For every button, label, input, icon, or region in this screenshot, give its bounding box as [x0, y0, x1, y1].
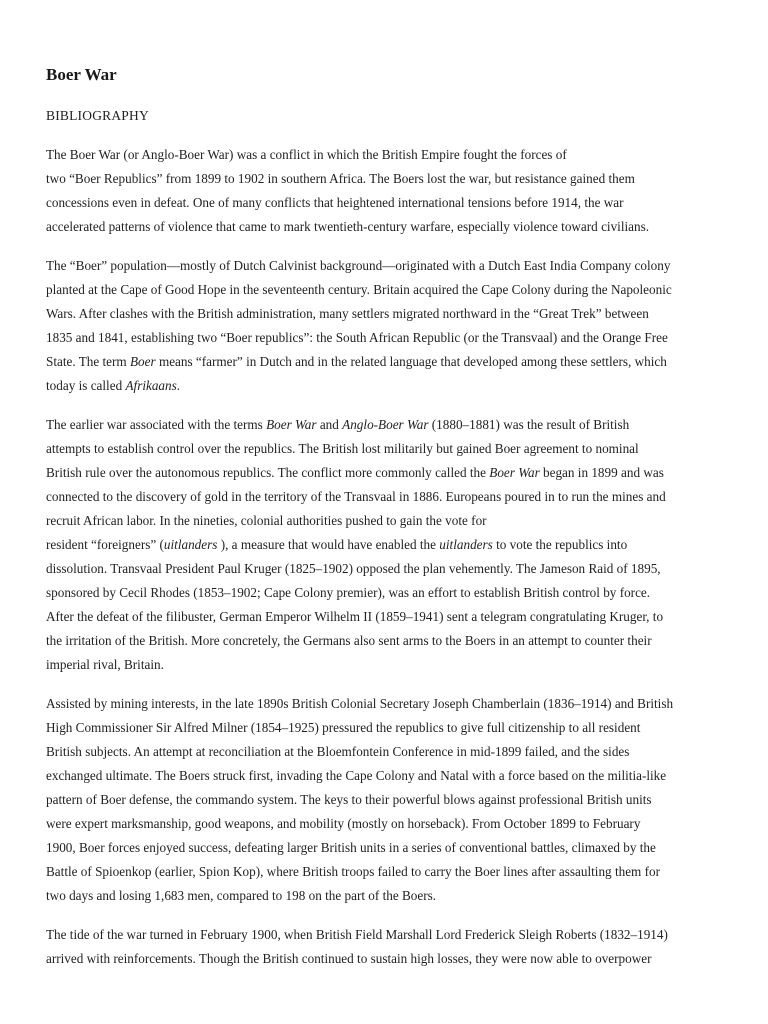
paragraph-line: [46, 437, 736, 461]
paragraph-line: [46, 509, 736, 533]
paragraph-3: [46, 413, 736, 677]
text-run: The Boer War (or Anglo-Boer War) was a conflict in which the British Empire fought the forces of: [46, 147, 567, 162]
text-run: to vote the republics into: [492, 537, 628, 552]
paragraph-line: [46, 191, 736, 215]
paragraph-line: [46, 485, 736, 509]
paragraph-1: [46, 143, 736, 239]
paragraph-line: [46, 629, 736, 653]
paragraph-line: [46, 326, 736, 350]
text-run: pattern of Boer defense, the commando system. The keys to their powerful blows against professional British units: [46, 792, 652, 807]
italic-term: Afrikaans: [125, 378, 177, 393]
text-run: High Commissioner Sir Alfred Milner (1854–1925) pressured the republics to give full citizenship to all resident: [46, 720, 641, 735]
paragraph-line: [46, 692, 736, 716]
paragraph-line: [46, 788, 736, 812]
text-run: 1835 and 1841, establishing two “Boer republics”: the South African Republic (or the Transvaal) and the Orange Free: [46, 330, 668, 345]
italic-term: Boer War: [489, 465, 540, 480]
paragraph-line: [46, 215, 736, 239]
text-run: dissolution. Transvaal President Paul Kruger (1825–1902) opposed the plan vehemently. The Jameson Raid of 1895,: [46, 561, 661, 576]
text-run: Assisted by mining interests, in the late 1890s British Colonial Secretary Joseph Chamberlain (1836–1914) and British: [46, 696, 674, 711]
paragraph-line: [46, 764, 736, 788]
text-run: concessions even in defeat. One of many conflicts that heightened international tensions before 1914, the war: [46, 195, 624, 210]
paragraph-line: [46, 740, 736, 764]
paragraph-line: [46, 605, 736, 629]
text-run: means “farmer” in Dutch and in the related language that developed among these settlers, which: [155, 354, 667, 369]
paragraph-line: [46, 302, 736, 326]
paragraph-4: [46, 692, 736, 908]
text-run: began in 1899 and was: [539, 465, 664, 480]
paragraph-line: [46, 812, 736, 836]
italic-term: Boer: [130, 354, 156, 369]
text-run: attempts to establish control over the republics. The British lost militarily but gained Boer agreement to nominal: [46, 441, 639, 456]
text-run: two “Boer Republics” from 1899 to 1902 in southern Africa. The Boers lost the war, but resistance gained them: [46, 171, 635, 186]
paragraph-line: [46, 254, 736, 278]
paragraph-2: [46, 254, 736, 398]
text-run: planted at the Cape of Good Hope in the seventeenth century. Britain acquired the Cape Colony during the Napoleonic: [46, 282, 672, 297]
paragraph-5: [46, 923, 736, 971]
text-run: connected to the discovery of gold in the territory of the Transvaal in 1886. Europeans poured in to run the mines and: [46, 489, 666, 504]
text-run: 1900, Boer forces enjoyed success, defeating larger British units in a series of conventional battles, climaxed by the: [46, 840, 656, 855]
text-run: exchanged ultimate. The Boers struck first, invading the Cape Colony and Natal with a force based on the militia-like: [46, 768, 667, 783]
paragraph-line: [46, 413, 736, 437]
italic-term: Anglo-Boer War: [342, 417, 429, 432]
text-run: today is called: [46, 378, 126, 393]
paragraph-line: [46, 278, 736, 302]
paragraph-line: [46, 167, 736, 191]
paragraph-line: [46, 557, 736, 581]
text-run: resident “foreigners” (: [46, 537, 164, 552]
text-run: The “Boer” population—mostly of Dutch Calvinist background—originated with a Dutch East India Company colony: [46, 258, 671, 273]
text-run: two days and losing 1,683 men, compared to 198 on the part of the Boers.: [46, 888, 437, 903]
text-run: State. The term: [46, 354, 130, 369]
text-run: .: [176, 378, 181, 393]
text-run: After the defeat of the filibuster, German Emperor Wilhelm II (1859–1941) sent a telegram congratulating Kruger, to: [46, 609, 664, 624]
italic-term: uitlanders: [439, 537, 493, 552]
paragraph-line: [46, 716, 736, 740]
text-run: were expert marksmanship, good weapons, and mobility (mostly on horseback). From October 1899 to February: [46, 816, 641, 831]
text-run: (1880–1881) was the result of British: [428, 417, 630, 432]
paragraph-line: [46, 374, 736, 398]
text-run: recruit African labor. In the nineties, colonial authorities pushed to gain the vote for: [46, 513, 487, 528]
paragraph-line: [46, 653, 736, 677]
paragraph-line: [46, 461, 736, 485]
text-run: accelerated patterns of violence that came to mark twentieth-century warfare, especially violence toward civilians.: [46, 219, 650, 234]
italic-term: uitlanders: [163, 537, 218, 552]
text-run: the irritation of the British. More concretely, the Germans also sent arms to the Boers in an attempt to counter their: [46, 633, 652, 648]
bibliography-label: BIBLIOGRAPHY: [46, 108, 149, 123]
text-run: British subjects. An attempt at reconciliation at the Bloemfontein Conference in mid-1899 failed, and the sides: [46, 744, 630, 759]
italic-term: Boer War: [266, 417, 317, 432]
paragraph-line: [46, 350, 736, 374]
text-run: arrived with reinforcements. Though the British continued to sustain high losses, they were now able to overpower: [46, 951, 652, 966]
paragraph-line: [46, 581, 736, 605]
text-run: sponsored by Cecil Rhodes (1853–1902; Cape Colony premier), was an effort to establish British control by force.: [46, 585, 651, 600]
text-run: Battle of Spioenkop (earlier, Spion Kop), where British troops failed to carry the Boer lines after assaulting them for: [46, 864, 660, 879]
paragraph-line: [46, 533, 736, 557]
text-run: ), a measure that would have enabled the: [217, 537, 440, 552]
text-run: The tide of the war turned in February 1900, when British Field Marshall Lord Frederick Sleigh Roberts (1832–1914): [46, 927, 668, 942]
paragraph-line: [46, 947, 736, 971]
text-run: imperial rival, Britain.: [46, 657, 164, 672]
page-title: Boer War: [46, 65, 117, 84]
paragraph-line: [46, 836, 736, 860]
paragraph-line: [46, 923, 736, 947]
text-run: Wars. After clashes with the British administration, many settlers migrated northward in the “Great Trek” between: [46, 306, 649, 321]
text-run: The earlier war associated with the terms: [46, 417, 267, 432]
paragraph-line: [46, 860, 736, 884]
paragraph-line: [46, 143, 736, 167]
paragraph-line: [46, 884, 736, 908]
text-run: and: [316, 417, 343, 432]
text-run: British rule over the autonomous republics. The conflict more commonly called the: [46, 465, 490, 480]
